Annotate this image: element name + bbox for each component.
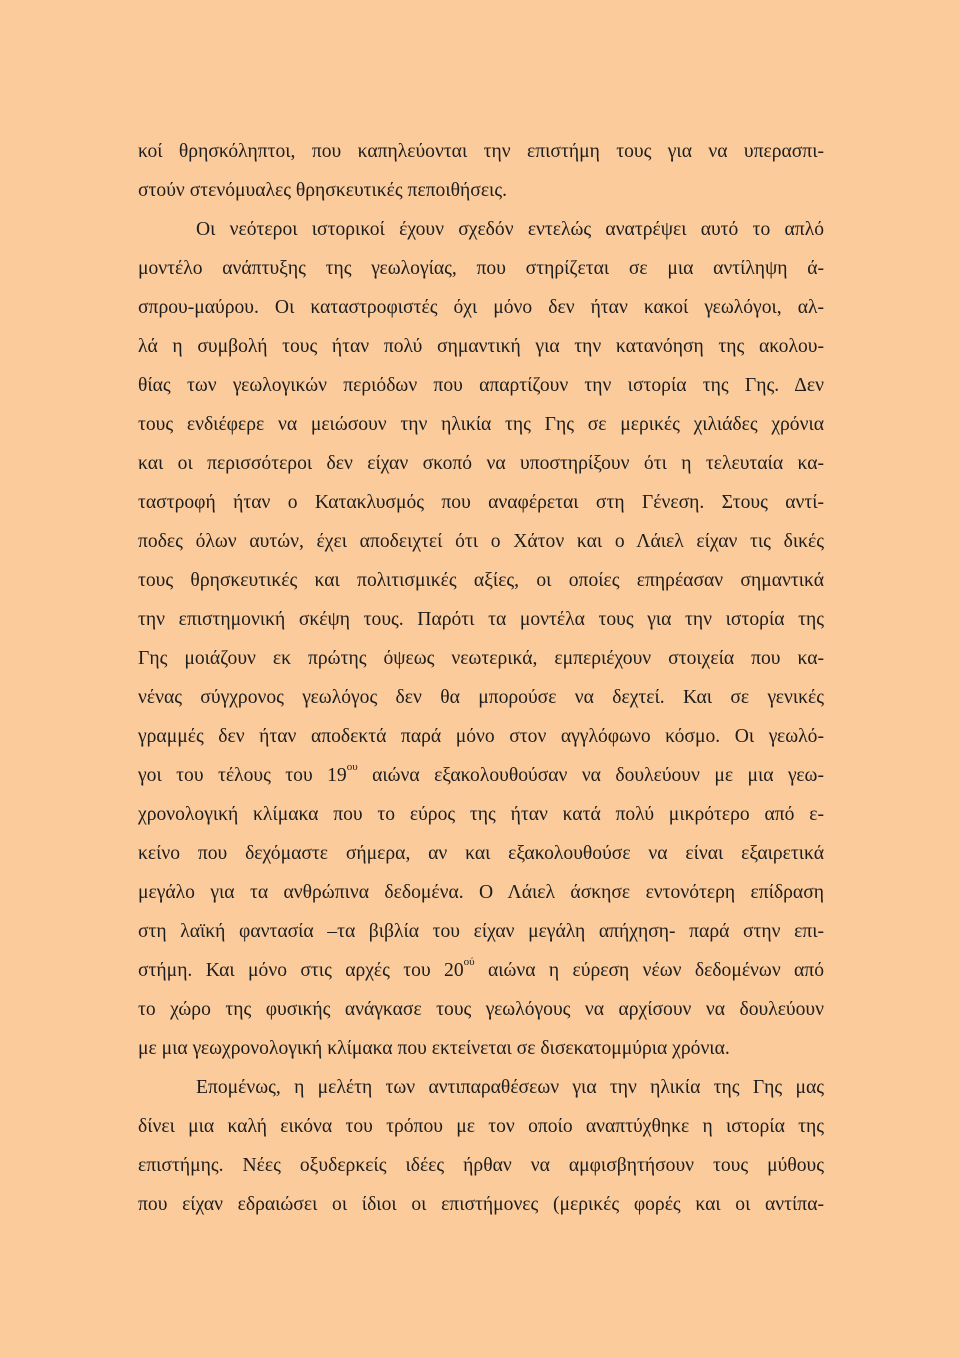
superscript: ού	[463, 956, 475, 969]
text-line: νένας σύγχρονος γεωλόγος δεν θα μπορούσε να δεχτεί. Και σε γενικές	[138, 687, 824, 708]
text-line: χρονολογική κλίμακα που το εύρος της ήταν κατά πολύ μικρότερο από ε-	[138, 804, 824, 825]
text-line: και οι περισσότεροι δεν είχαν σκοπό να υποστηρίξουν ότι η τελευταία κα-	[138, 453, 824, 474]
text-line: σπρου-μαύρου. Οι καταστροφιστές όχι μόνο δεν ήταν κακοί γεωλόγοι, αλ-	[138, 297, 824, 318]
text-line: μοντέλο ανάπτυξης της γεωλογίας, που στηρίζεται σε μια αντίληψη ά-	[138, 258, 824, 279]
text-line	[138, 951, 824, 990]
text-line: ποδες όλων αυτών, έχει αποδειχτεί ότι ο Χάτον και ο Λάιελ είχαν τις δικές	[138, 531, 824, 552]
text-line: θίας των γεωλογικών περιόδων που απαρτίζουν την ιστορία της Γης. Δεν	[138, 375, 824, 396]
text-fragment: στήμη. Και μόνο στις αρχές του 20	[138, 960, 464, 981]
text-line: με μια γεωχρονολογική κλίμακα που εκτείνεται σε δισεκατομμύρια χρόνια.	[138, 1038, 730, 1059]
text-line: γραμμές δεν ήταν αποδεκτά παρά μόνο στον αγγλόφωνο κόσμο. Οι γεωλό-	[138, 726, 824, 747]
text-line: το χώρο της φυσικής ανάγκασε τους γεωλόγους να αρχίσουν να δουλεύουν	[138, 999, 824, 1020]
text-line	[138, 756, 824, 795]
text-line: στούν στενόμυαλες θρησκευτικές πεποιθήσεις.	[138, 180, 507, 201]
text-line: που είχαν εδραιώσει οι ίδιοι οι επιστήμονες (μερικές φορές και οι αντίπα-	[138, 1194, 824, 1215]
text-line: τους θρησκευτικές και πολιτισμικές αξίες, οι οποίες επηρέασαν σημαντικά	[138, 570, 824, 591]
text-fragment: αιώνα εξακολουθούσαν να δουλεύουν με μια γεω-	[357, 765, 824, 786]
text-line: Οι νεότεροι ιστορικοί έχουν σχεδόν εντελώς ανατρέψει αυτό το απλό	[196, 219, 824, 240]
text-line: δίνει μια καλή εικόνα του τρόπου με τον οποίο αναπτύχθηκε η ιστορία της	[138, 1116, 824, 1137]
text-line: κοί θρησκόληπτοι, που καπηλεύονται την επιστήμη τους για να υπερασπι-	[138, 141, 824, 162]
text-line: Γης μοιάζουν εκ πρώτης όψεως νεωτερικά, εμπεριέχουν στοιχεία που κα-	[138, 648, 824, 669]
text-line: μεγάλο για τα ανθρώπινα δεδομένα. Ο Λάιελ άσκησε εντονότερη επίδραση	[138, 882, 824, 903]
superscript: ου	[346, 761, 358, 774]
text-line: την επιστημονική σκέψη τους. Παρότι τα μοντέλα τους για την ιστορία της	[138, 609, 824, 630]
text-fragment: γοι του τέλους του 19	[138, 765, 347, 786]
text-line: ταστροφή ήταν ο Κατακλυσμός που αναφέρεται στη Γένεση. Στους αντί-	[138, 492, 824, 513]
text-line: τους ενδιέφερε να μειώσουν την ηλικία της Γης σε μερικές χιλιάδες χρόνια	[138, 414, 824, 435]
text-line: λά η συμβολή τους ήταν πολύ σημαντική για την κατανόηση της ακολου-	[138, 336, 824, 357]
text-line: επιστήμης. Νέες οξυδερκείς ιδέες ήρθαν να αμφισβητήσουν τους μύθους	[138, 1155, 824, 1176]
text-fragment: αιώνα η εύρεση νέων δεδομένων από	[474, 960, 824, 981]
body-text	[138, 132, 824, 1224]
text-line: Επομένως, η μελέτη των αντιπαραθέσεων για την ηλικία της Γης μας	[196, 1077, 824, 1098]
text-line: στη λαϊκή φαντασία –τα βιβλία του είχαν μεγάλη απήχηση- παρά στην επι-	[138, 921, 824, 942]
text-line: κείνο που δεχόμαστε σήμερα, αν και εξακολουθούσε να είναι εξαιρετικά	[138, 843, 824, 864]
